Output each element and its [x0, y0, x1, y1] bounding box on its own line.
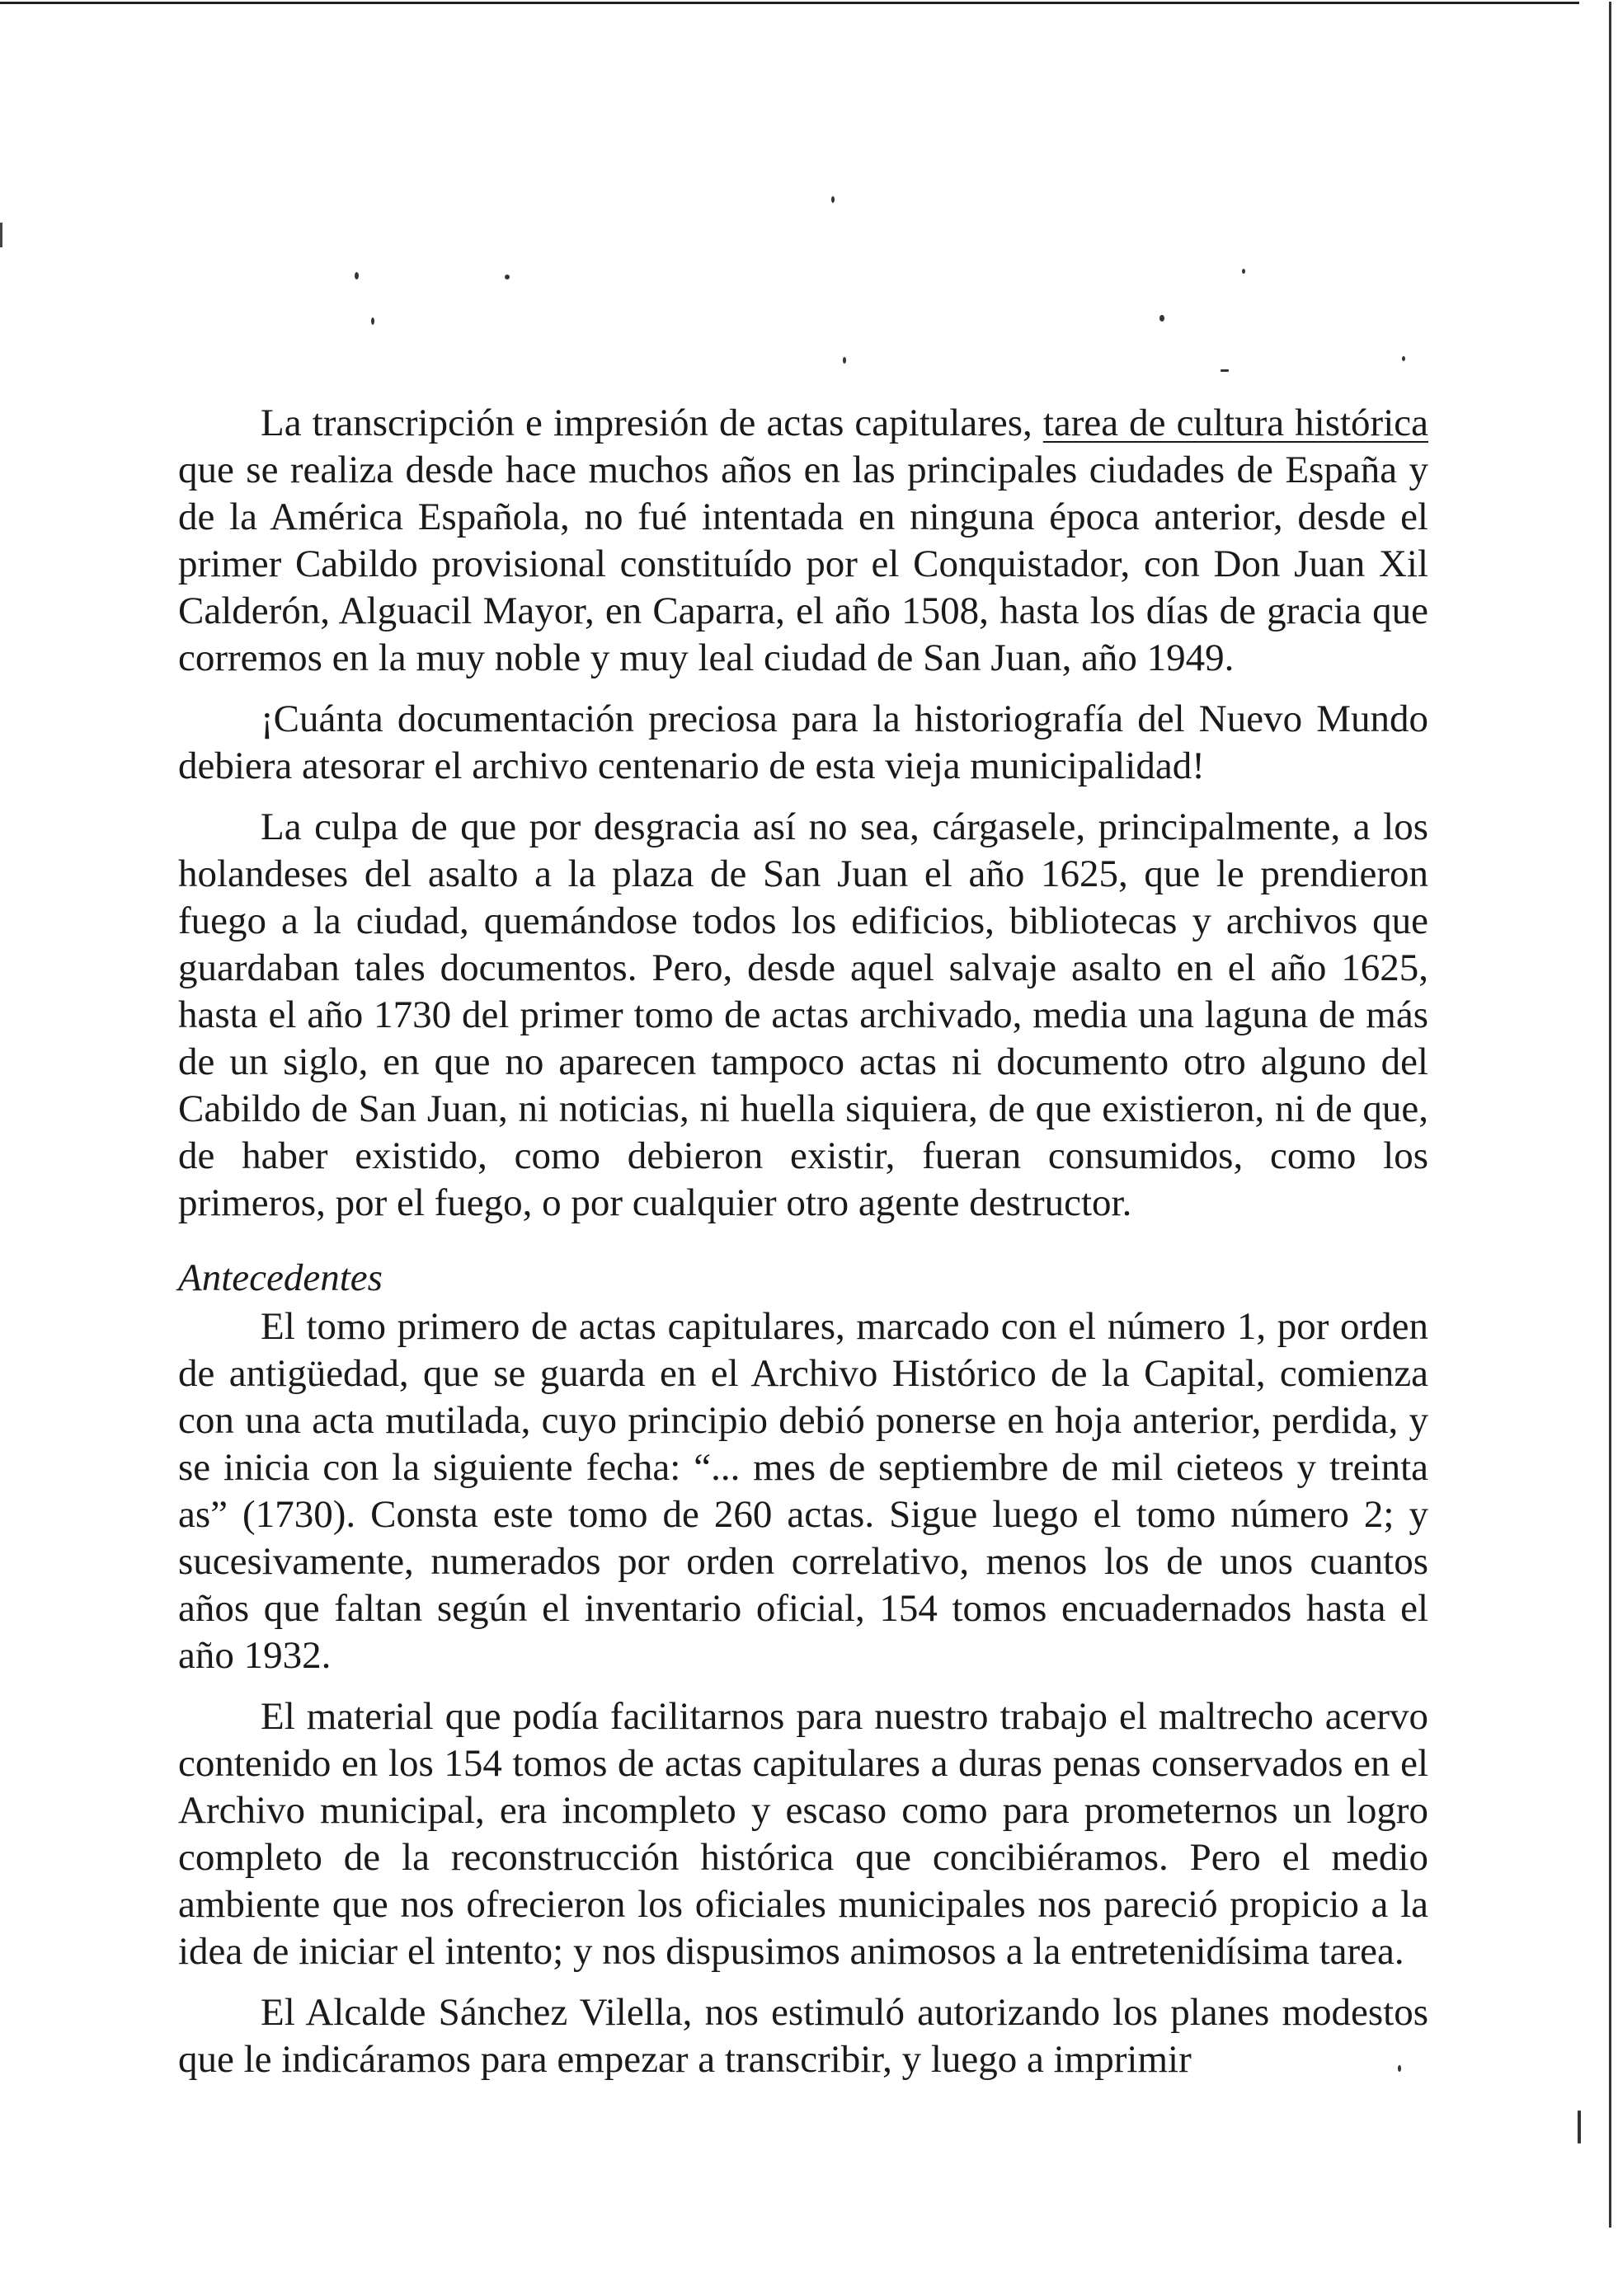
paragraph-exclamation: ¡Cuánta documentación preciosa para la historiografía del Nuevo Mundo debiera atesorar el archivo centenario de esta vieja municipalidad! [178, 697, 1428, 787]
scan-speck [1221, 369, 1229, 372]
paragraph-intro-start: La transcripción e impresión de actas capitulares, [261, 401, 1043, 444]
paragraph-first-volume: El tomo primero de actas capitulares, marcado con el número 1, por orden de antigüedad, que se guarda en el Archivo Histórico de la Capital, comienza con una acta mutilada, cuyo principio debió ponerse en hoja anterior, perdida, y se inicia con la siguiente fecha: “... mes de septiembre de mil cieteos y treinta as” (1730). Consta este tomo de 260 actas. Sigue luego el tomo número 2; y sucesivamente, numerados por orden correlativo, menos los de unos cuantos años que faltan según el inventario oficial, 154 tomos encuadernados hasta el año 1932. [178, 1305, 1428, 1677]
body-text [178, 400, 1428, 2097]
paragraph-mayor: El Alcalde Sánchez Vilella, nos estimuló autorizando los planes modestos que le indicáramos para empezar a transcribir, y luego a imprimir [178, 1991, 1428, 2081]
section-heading: Antecedentes [178, 1256, 383, 1299]
paragraph-intro [178, 400, 1428, 682]
scan-speck [1402, 356, 1405, 361]
paragraph-material: El material que podía facilitarnos para nuestro trabajo el maltrecho acervo contenido en los 154 tomos de actas capitulares a duras penas conservados en el Archivo municipal, era incompleto y escaso como para prometernos un logro completo de la reconstrucción histórica que concibiéramos. Pero el medio ambiente que nos ofrecieron los oficiales municipales nos pareció propicio a la idea de iniciar el intento; y nos dispusimos animosos a la entretenidísima tarea. [178, 1695, 1428, 1973]
scan-speck [355, 272, 359, 279]
top-border-line [0, 2, 1579, 4]
scan-speck [1578, 2111, 1581, 2143]
paragraph-intro-end: que se realiza desde hace muchos años en las principales ciudades de España y de la América Española, no fué intentada en ninguna época anterior, desde el primer Cabildo provisional constituído por el Conquistador, con Don Juan Xil Calderón, Alguacil Mayor, en Caparra, el año 1508, hasta los días de gracia que corremos en la muy noble y muy leal ciudad de San Juan, año 1949. [178, 448, 1428, 679]
scan-speck [1159, 315, 1164, 322]
scan-speck [1242, 269, 1245, 274]
scan-speck [371, 317, 374, 325]
underlined-phrase: tarea de cultura histórica [1042, 401, 1428, 444]
scan-speck [505, 275, 510, 279]
right-border-line [1609, 2, 1611, 2228]
left-margin-mark [0, 223, 2, 247]
paragraph-fire: La culpa de que por desgracia así no sea, cárgasele, principalmente, a los holandeses del asalto a la plaza de San Juan el año 1625, que le prendieron fuego a la ciudad, quemándose todos los edificios, bibliotecas y archivos que guardaban tales documentos. Pero, desde aquel salvaje asalto en el año 1625, hasta el año 1730 del primer tomo de actas archivado, media una laguna de más de un siglo, en que no aparecen tampoco actas ni documento otro alguno del Cabildo de San Juan, ni noticias, ni huella siquiera, de que existieron, ni de que, de haber existido, como debieron existir, fueran consumidos, como los primeros, por el fuego, o por cualquier otro agente destructor. [178, 805, 1428, 1224]
scan-speck [843, 357, 846, 364]
scan-speck [831, 196, 835, 203]
